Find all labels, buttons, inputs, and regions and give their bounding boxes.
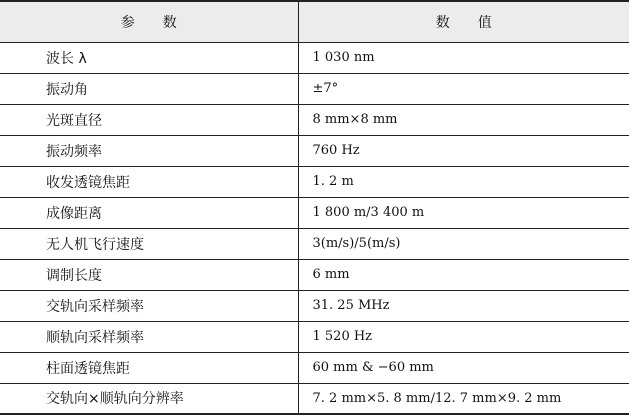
table-row: [0, 73, 629, 104]
table-row: [0, 321, 629, 352]
value-cell: 60 mm & −60 mm: [298, 352, 629, 383]
param-cell: 收发透镜焦距: [0, 166, 298, 197]
table-row: [0, 104, 629, 135]
value-cell: 1. 2 m: [298, 166, 629, 197]
value-cell: 1 520 Hz: [298, 321, 629, 352]
table-row: [0, 383, 629, 414]
table-row: [0, 352, 629, 383]
value-cell: 6 mm: [298, 259, 629, 290]
table-row: [0, 290, 629, 321]
value-cell: 31. 25 MHz: [298, 290, 629, 321]
table-row: [0, 197, 629, 228]
header-value: 数 值: [298, 1, 629, 42]
table-row: [0, 42, 629, 73]
table-row: [0, 135, 629, 166]
param-cell: 波长 λ: [0, 42, 298, 73]
param-cell: 振动角: [0, 73, 298, 104]
table-row: [0, 259, 629, 290]
param-cell: 交轨向×顺轨向分辨率: [0, 383, 298, 414]
table-row: [0, 228, 629, 259]
value-cell: 1 800 m/3 400 m: [298, 197, 629, 228]
param-cell: 成像距离: [0, 197, 298, 228]
header-param: 参 数: [0, 1, 298, 42]
value-cell: 760 Hz: [298, 135, 629, 166]
value-cell: 1 030 nm: [298, 42, 629, 73]
param-cell: 交轨向采样频率: [0, 290, 298, 321]
value-cell: 8 mm×8 mm: [298, 104, 629, 135]
header-row: [0, 1, 629, 42]
table-header: [0, 1, 629, 42]
param-cell: 顺轨向采样频率: [0, 321, 298, 352]
param-cell: 振动频率: [0, 135, 298, 166]
param-cell: 无人机飞行速度: [0, 228, 298, 259]
table-row: [0, 166, 629, 197]
param-cell: 柱面透镜焦距: [0, 352, 298, 383]
value-cell: ±7°: [298, 73, 629, 104]
value-cell: 3(m/s)/5(m/s): [298, 228, 629, 259]
param-cell: 调制长度: [0, 259, 298, 290]
table-body: [0, 42, 629, 414]
value-cell: 7. 2 mm×5. 8 mm/12. 7 mm×9. 2 mm: [298, 383, 629, 414]
param-cell: 光斑直径: [0, 104, 298, 135]
